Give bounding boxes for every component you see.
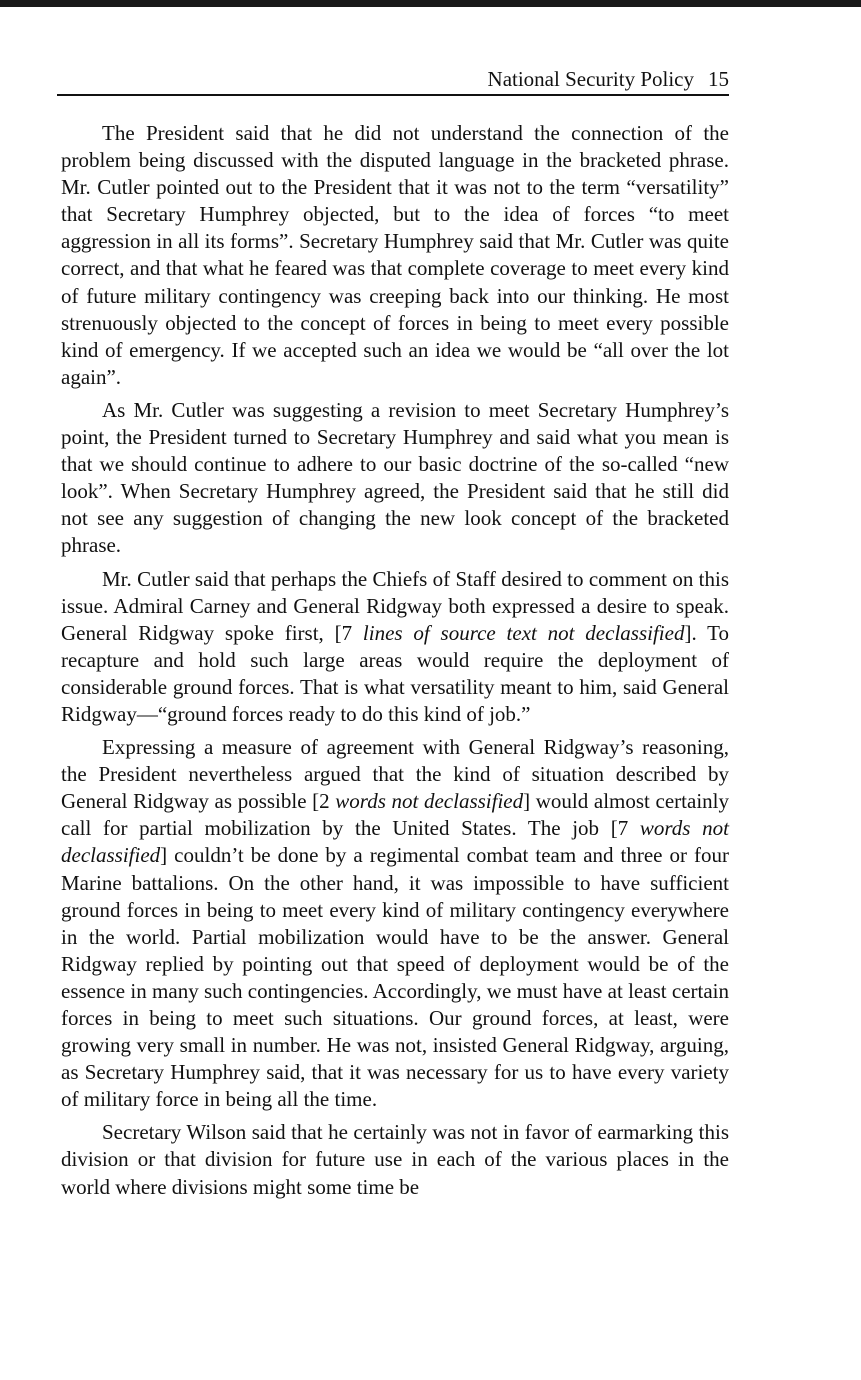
editorial-note: words not declassified — [335, 789, 524, 814]
page-body — [61, 120, 729, 1207]
paragraph-text: The President said that he did not understand the connection of the problem being discussed with the disputed language in the bracketed phrase. Mr. Cutler pointed out to the President that it was not to the term “versatility” that Secretary Humphrey objected, but to the idea of forces “to meet aggression in all its forms”. Secretary Humphrey said that Mr. Cutler was quite correct, and that what he feared was that complete coverage to meet every kind of future military contingency was creeping back into our thinking. He most strenuously objected to the concept of forces in being to meet every possible kind of emergency. If we accepted such an idea we would be “all over the lot again”. — [61, 121, 729, 389]
paragraph-text: ] would almost certainly call for partial mobilization by the United States. The job [7 — [61, 789, 729, 841]
paragraph — [61, 397, 729, 560]
paragraph — [61, 734, 729, 1113]
paragraph-text: ] couldn’t be done by a regimental combat team and three or four Marine battalions. On the other hand, it was impossible to have sufficient ground forces in being to meet every kind of military contingency everywhere in the world. Partial mobilization would have to be the answer. General Ridgway replied by pointing out that speed of deployment would be of the essence in many such contingencies. Accordingly, we must have at least certain forces in being to meet such situations. Our ground forces, at least, were growing very small in number. He was not, insisted General Ridgway, arguing, as Secretary Humphrey said, that it was necessary for us to have every variety of military force in being all the time. — [61, 843, 729, 1112]
paragraph-text: Mr. Cutler said that perhaps the Chiefs of Staff desired to comment on this issue. Admiral Carney and General Ridgway both expressed a desire to speak. General Ridgway spoke first, [7 — [61, 566, 729, 645]
paragraph-text: Secretary Wilson said that he certainly was not in favor of earmarking this division or that division for future use in each of the various places in the world where divisions might some time be — [61, 1120, 729, 1199]
page-top-edge — [0, 0, 861, 7]
paragraph-text: Expressing a measure of agreement with General Ridgway’s reasoning, the President nevertheless argued that the kind of situation described by General Ridgway as possible [2 — [61, 735, 729, 814]
running-head — [57, 64, 729, 96]
editorial-note: words not declassified — [61, 816, 729, 868]
page-number: 15 — [708, 67, 729, 91]
editorial-note: lines of source text not declassified — [362, 620, 685, 645]
paragraph — [61, 566, 729, 729]
paragraph — [61, 1119, 729, 1200]
paragraph-text: As Mr. Cutler was suggesting a revision to meet Secretary Humphrey’s point, the President turned to Secretary Humphrey and said what you mean is that we should continue to adhere to our basic doctrine of the so-called “new look”. When Secretary Humphrey agreed, the President said that he still did not see any suggestion of changing the new look concept of the bracketed phrase. — [61, 397, 729, 558]
paragraph — [61, 120, 729, 391]
running-head-title: National Security Policy — [487, 67, 694, 91]
paragraph-text: ]. To recapture and hold such large areas would require the deployment of considerable ground forces. That is what versatility meant to him, said General Ridgway—“ground forces ready to do this kind of job.” — [61, 620, 729, 726]
